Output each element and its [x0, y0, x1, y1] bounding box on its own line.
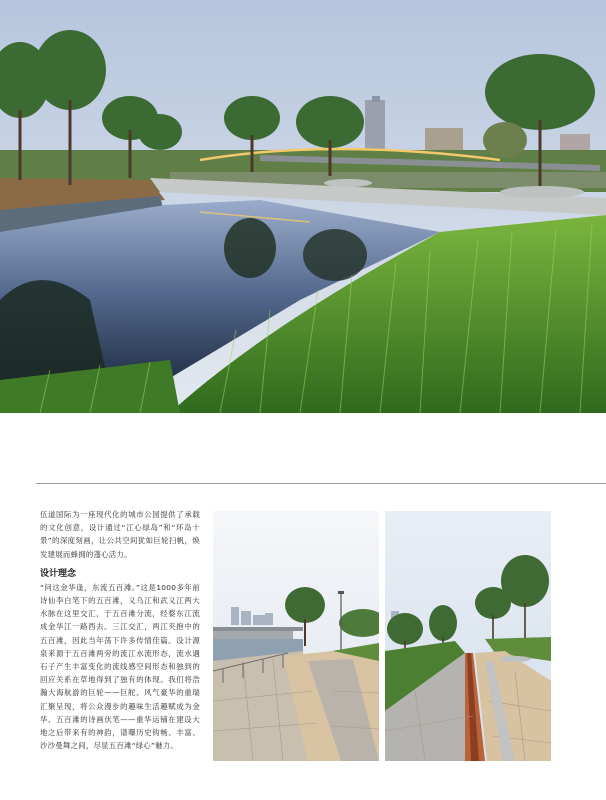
- article-text-column: [40, 508, 200, 752]
- promenade-photo-left: [213, 511, 379, 761]
- promenade-photo-right: [385, 511, 551, 761]
- intro-paragraph: 伍道国际为一座现代化的城市公园提供了承载的文化创意，设计通过“江心绿岛”和“环岛十景”的深度刻画，让公共空间犹如巨轮扫帆，焕发建展而蜂拥的蓬心活力。: [40, 510, 200, 559]
- section-heading: 设计理念: [40, 568, 77, 579]
- section-divider: [36, 483, 606, 484]
- body-paragraph: “问这金华逢，东流五百滩。”这是1000多年前诗仙李白笔下的五百滩，义乌江和武义江两大水脉在这里交汇，于五百滩分流，经婺东江流成金华江一路西去。三江交汇，两江夹抱中的五百滩，因此当年荡下许多传情佳篇。设计源泉来源于五百滩两旁的流江水流形态，流水遇石子产生丰富变化的流线感空间形态和独到的回应关系在草地得到了独有的体现。我们将浩瀚大海航游的巨轮——巨舵、风气豪华的重瑞汇聚呈现，将公众漫步的趣味生活趣赋成为金华、五百滩的诗画伏笔——重华运铺在建设大地之后带来有的神韵，谱曝历史钩畅、丰富、沙沙曼舞之间，尽显五百滩“绿心”魅力。: [40, 582, 200, 751]
